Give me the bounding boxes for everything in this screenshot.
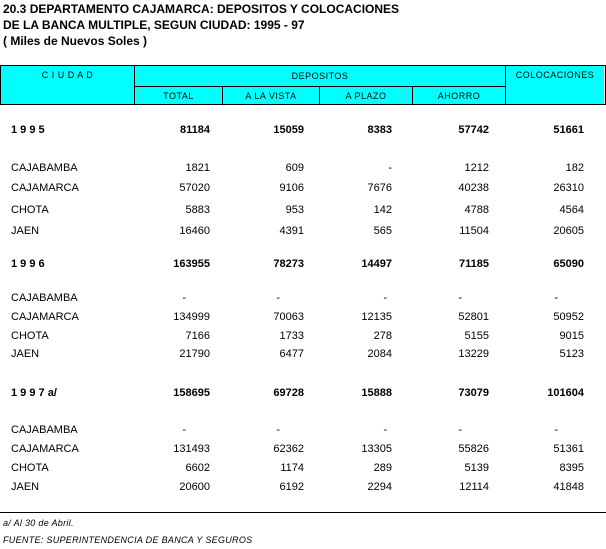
cell-ahorro: 5155 (464, 330, 489, 342)
header-bottom-border (0, 104, 606, 105)
header-ahorro: AHORRO (413, 87, 505, 104)
cell-a-plazo: 7676 (367, 182, 392, 194)
cell-a-la-vista: 953 (285, 204, 304, 216)
year-total-row (0, 124, 606, 140)
cell-a-la-vista: 69728 (273, 387, 304, 399)
cell-ahorro: 4788 (464, 204, 489, 216)
cell-a-la-vista: 6192 (279, 481, 304, 493)
cell-total: 5883 (185, 204, 210, 216)
city-name: CAJABAMBA (11, 292, 78, 304)
cell-a-plazo: 2294 (367, 481, 392, 493)
year-total-row (0, 258, 606, 274)
city-row (0, 204, 606, 220)
city-name: CAJAMARCA (11, 182, 79, 194)
cell-ahorro: 55826 (458, 443, 489, 455)
city-name: CAJABAMBA (11, 424, 78, 436)
cell-colocaciones: 101604 (547, 387, 584, 399)
cell-a-plazo: 12135 (361, 311, 392, 323)
header-depositos: DEPOSITOS (135, 66, 505, 86)
header-colocaciones: COLOCACIONES (506, 66, 604, 104)
cell-ahorro: 12114 (459, 481, 489, 493)
header-divider (319, 86, 320, 105)
year-label: 1 9 9 5 (11, 124, 45, 136)
cell-a-la-vista: 1174 (280, 462, 304, 474)
city-row (0, 162, 606, 178)
city-row (0, 330, 606, 346)
header-top-border (0, 65, 606, 66)
cell-ahorro: 13229 (458, 348, 489, 360)
cell-total: - (182, 424, 186, 436)
year-label: 1 9 9 6 (11, 258, 45, 270)
cell-ahorro: 1212 (464, 162, 489, 174)
city-name: JAEN (11, 348, 40, 360)
city-name: JAEN (11, 225, 40, 237)
cell-total: 158695 (173, 387, 210, 399)
header-total: TOTAL (135, 87, 222, 104)
city-name: CHOTA (11, 204, 49, 216)
city-row (0, 311, 606, 327)
city-name: CAJAMARCA (11, 311, 79, 323)
cell-a-plazo: 13305 (361, 443, 392, 455)
cell-a-plazo: 565 (373, 225, 392, 237)
cell-ahorro: 52801 (458, 311, 489, 323)
city-name: JAEN (11, 481, 40, 493)
cell-total: 163955 (173, 258, 210, 270)
cell-total: 6602 (185, 462, 210, 474)
cell-a-plazo: 15888 (361, 387, 392, 399)
cell-colocaciones: 26310 (553, 182, 584, 194)
cell-total: 131493 (173, 443, 210, 455)
report-title-line-2: DE LA BANCA MULTIPLE, SEGUN CIUDAD: 1995 - 97 (3, 18, 305, 32)
report-title-line-1: 20.3 DEPARTAMENTO CAJAMARCA: DEPOSITOS Y COLOCACIONES (3, 2, 400, 16)
city-row (0, 182, 606, 198)
cell-total: 7166 (185, 330, 210, 342)
cell-total: 57020 (179, 182, 210, 194)
header-divider (222, 86, 223, 105)
cell-a-plazo: - (383, 424, 387, 436)
header-divider (134, 65, 135, 105)
city-row (0, 225, 606, 241)
city-name: CHOTA (11, 330, 49, 342)
header-divider (505, 65, 506, 105)
city-row (0, 348, 606, 364)
city-row (0, 481, 606, 497)
header-subdivider (134, 86, 506, 87)
cell-a-la-vista: 6477 (279, 348, 304, 360)
year-label: 1 9 9 7 a/ (11, 387, 57, 399)
cell-colocaciones: 65090 (553, 258, 584, 270)
cell-colocaciones: 41848 (553, 481, 584, 493)
cell-a-plazo: 142 (373, 204, 392, 216)
cell-total: 21790 (179, 348, 210, 360)
city-name: CAJAMARCA (11, 443, 79, 455)
cell-colocaciones: 51361 (553, 443, 584, 455)
cell-total: 1821 (185, 162, 210, 174)
cell-a-plazo: 14497 (361, 258, 392, 270)
cell-a-la-vista: 609 (285, 162, 304, 174)
cell-colocaciones: 51661 (553, 124, 584, 136)
city-row (0, 292, 606, 308)
city-row (0, 443, 606, 459)
cell-a-plazo: 278 (373, 330, 392, 342)
cell-ahorro: 73079 (458, 387, 489, 399)
cell-a-la-vista: 15059 (273, 124, 304, 136)
cell-colocaciones: 8395 (559, 462, 584, 474)
cell-ahorro: 40238 (458, 182, 489, 194)
footnote-a: a/ Al 30 de Abril. (3, 518, 74, 528)
cell-a-la-vista: - (276, 424, 280, 436)
cell-total: 16460 (179, 225, 210, 237)
cell-ahorro: - (458, 292, 462, 304)
cell-ahorro: 57742 (458, 124, 489, 136)
cell-colocaciones: 182 (565, 162, 584, 174)
city-name: CAJABAMBA (11, 162, 78, 174)
header-a-plazo: A PLAZO (320, 87, 412, 104)
cell-a-la-vista: 9106 (279, 182, 304, 194)
cell-colocaciones: 50952 (553, 311, 584, 323)
header-a-la-vista: A LA VISTA (223, 87, 319, 104)
cell-ahorro: 71185 (459, 258, 489, 270)
cell-ahorro: - (458, 424, 462, 436)
city-name: CHOTA (11, 462, 49, 474)
cell-total: 20600 (179, 481, 210, 493)
cell-total: 81184 (180, 124, 210, 136)
header-left-border (0, 65, 1, 105)
cell-colocaciones: - (554, 292, 558, 304)
cell-a-plazo: 2084 (367, 348, 392, 360)
cell-total: 134999 (173, 311, 210, 323)
cell-a-plazo: 8383 (367, 124, 392, 136)
cell-colocaciones: 9015 (559, 330, 584, 342)
cell-a-la-vista: 70063 (273, 311, 304, 323)
cell-a-plazo: 289 (373, 462, 392, 474)
header-divider (412, 86, 413, 105)
cell-colocaciones: 20605 (553, 225, 584, 237)
cell-colocaciones: 4564 (559, 204, 584, 216)
table-bottom-rule (0, 512, 606, 513)
cell-total: - (182, 292, 186, 304)
cell-a-la-vista: 1733 (279, 330, 304, 342)
cell-a-la-vista: 62362 (273, 443, 304, 455)
cell-colocaciones: 5123 (559, 348, 584, 360)
city-row (0, 424, 606, 440)
cell-a-la-vista: 4391 (279, 225, 304, 237)
cell-a-plazo: - (383, 292, 387, 304)
cell-colocaciones: - (554, 424, 558, 436)
source-note: FUENTE: SUPERINTENDENCIA DE BANCA Y SEGUROS (3, 535, 253, 545)
cell-a-la-vista: 78273 (273, 258, 304, 270)
cell-a-la-vista: - (276, 292, 280, 304)
report-subtitle-units: ( Miles de Nuevos Soles ) (3, 34, 148, 48)
cell-a-plazo: - (388, 162, 392, 174)
city-row (0, 462, 606, 478)
year-total-row (0, 387, 606, 403)
cell-ahorro: 5139 (464, 462, 489, 474)
header-ciudad: C I U D A D (1, 66, 134, 104)
cell-ahorro: 11504 (459, 225, 489, 237)
